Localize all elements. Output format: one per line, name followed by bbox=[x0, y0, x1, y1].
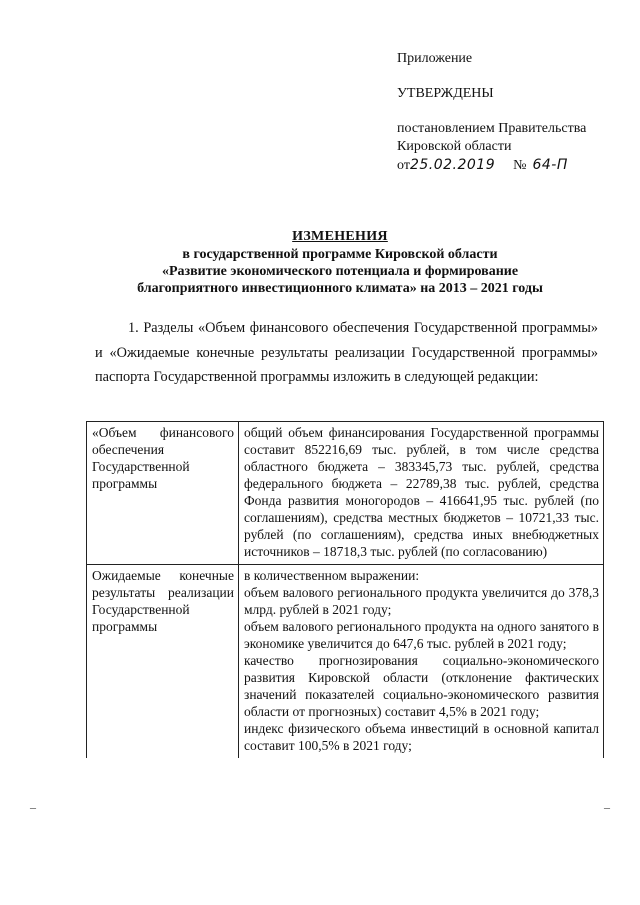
resolution-line-2: Кировской области bbox=[397, 139, 512, 154]
approved-label: УТВЕРЖДЕНЫ bbox=[397, 86, 494, 101]
appendix-label: Приложение bbox=[397, 51, 473, 66]
handwritten-number: 64-П bbox=[532, 157, 568, 173]
document-title bbox=[95, 228, 585, 297]
row1-value-text: общий объем финансирования Государственной программы составит 852216,69 тыс. рублей, в том числе средства областного бюджета – 383345,73 тыс. рублей, средства федерального бюджета – 22789,38 тыс. рублей, средства Фонда развития моногородов – 416641,95 тыс. рублей (по соглашениям), средства местных бюджетов – 10721,33 тыс. рублей (по соглашениям), средства иных внебюджетных источников – 18718,3 тыс. рублей (по согласованию) bbox=[244, 425, 599, 559]
intro-paragraph bbox=[95, 316, 598, 390]
row1-label bbox=[87, 422, 239, 565]
row2-item: качество прогнозирования социально-экономического развития Кировской области (отклонение фактических значений показателей социально-экономического развития области от прогнозных) составит 4,5% в 2021 году; bbox=[244, 653, 599, 719]
title-line-2: «Развитие экономического потенциала и формирование bbox=[161, 264, 519, 279]
margin-mark-right: – bbox=[604, 800, 610, 814]
passport-table bbox=[86, 421, 604, 758]
date-prefix: от bbox=[397, 158, 410, 173]
order-date-number bbox=[397, 156, 617, 175]
resolution-line-1: постановлением Правительства bbox=[397, 121, 587, 136]
row1-value bbox=[239, 422, 604, 565]
title-main: ИЗМЕНЕНИЯ bbox=[292, 229, 388, 244]
title-line-3: благоприятного инвестиционного климата» на 2013 – 2021 годы bbox=[137, 281, 543, 296]
row1-label-text: «Объем финансового обеспечения Государственной программы bbox=[92, 425, 234, 491]
approval-block bbox=[397, 50, 617, 175]
handwritten-date: 25.02.2019 bbox=[409, 157, 496, 173]
row2-item: в количественном выражении: bbox=[244, 568, 420, 583]
row2-label-text: Ожидаемые конечные результаты реализации Государственной программы bbox=[92, 568, 234, 634]
row2-item: объем валового регионального продукта увеличится до 378,3 млрд. рублей в 2021 году; bbox=[244, 585, 599, 617]
row2-label bbox=[87, 565, 239, 759]
intro-text: 1. Разделы «Объем финансового обеспечения Государственной программы» и «Ожидаемые конечные результаты реализации Государственной программы» паспорта Государственной программы изложить в следующей редакции: bbox=[95, 320, 598, 385]
margin-mark-left: – bbox=[30, 800, 36, 814]
row2-item: объем валового регионального продукта на одного занятого в экономике увеличится до 647,6 тыс. рублей в 2021 году; bbox=[244, 619, 599, 651]
row2-item: индекс физического объема инвестиций в основной капитал составит 100,5% в 2021 году; bbox=[244, 721, 599, 753]
table-row bbox=[87, 422, 604, 565]
title-line-1: в государственной программе Кировской области bbox=[182, 247, 498, 262]
number-prefix: № bbox=[513, 158, 527, 173]
table-row bbox=[87, 565, 604, 759]
row2-value bbox=[239, 565, 604, 759]
